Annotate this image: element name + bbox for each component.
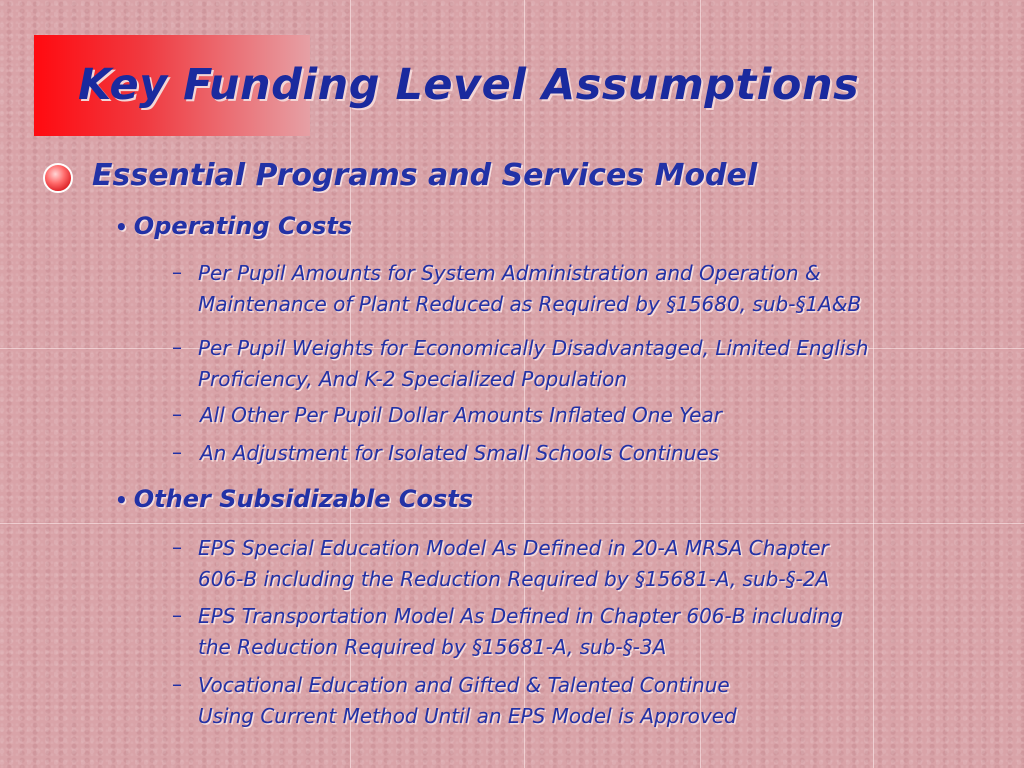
list-item-line: All Other Per Pupil Dollar Amounts Inflated One Year — [200, 403, 722, 427]
dash-bullet-icon: – — [172, 440, 182, 464]
list-item — [198, 258, 861, 320]
list-item — [198, 333, 868, 395]
list-item — [198, 533, 829, 595]
list-item-line: Proficiency, And K-2 Specialized Population — [198, 367, 628, 391]
list-item-line: Per Pupil Amounts for System Administration and Operation & — [198, 261, 821, 285]
grid-line — [0, 523, 1024, 524]
bullet-dot-icon: • — [115, 488, 128, 512]
list-item-line: 606-B including the Reduction Required by §15681-A, sub-§-2A — [198, 567, 830, 591]
list-item-line: Maintenance of Plant Reduced as Required by §15680, sub-§1A&B — [198, 292, 862, 316]
section-heading — [115, 485, 473, 513]
bullet-dot-icon: • — [115, 215, 128, 239]
dash-bullet-icon: – — [172, 603, 182, 627]
slide-title: Key Funding Level Assumptions — [78, 60, 860, 110]
dash-bullet-icon: – — [172, 260, 182, 284]
list-item — [198, 670, 737, 732]
circle-bullet-icon — [43, 163, 73, 193]
list-item-line: EPS Transportation Model As Defined in Chapter 606-B including — [198, 604, 843, 628]
grid-line — [873, 0, 874, 768]
dash-bullet-icon: – — [172, 402, 182, 426]
list-item-line: EPS Special Education Model As Defined in 20-A MRSA Chapter — [198, 536, 829, 560]
list-item — [198, 601, 843, 663]
list-item — [200, 438, 719, 469]
dash-bullet-icon: – — [172, 535, 182, 559]
list-item — [200, 400, 722, 431]
list-item-line: Vocational Education and Gifted & Talented Continue — [198, 673, 730, 697]
section-heading-text: Other Subsidizable Costs — [133, 485, 474, 513]
dash-bullet-icon: – — [172, 672, 182, 696]
list-item-line: Using Current Method Until an EPS Model is Approved — [198, 704, 737, 728]
section-heading-text: Operating Costs — [133, 212, 353, 240]
list-item-line: An Adjustment for Isolated Small Schools Continues — [200, 441, 720, 465]
section-heading — [115, 212, 352, 240]
dash-bullet-icon: – — [172, 335, 182, 359]
list-item-line: the Reduction Required by §15681-A, sub-§-3A — [198, 635, 667, 659]
main-bullet: Essential Programs and Services Model — [92, 158, 758, 193]
list-item-line: Per Pupil Weights for Economically Disadvantaged, Limited English — [198, 336, 869, 360]
